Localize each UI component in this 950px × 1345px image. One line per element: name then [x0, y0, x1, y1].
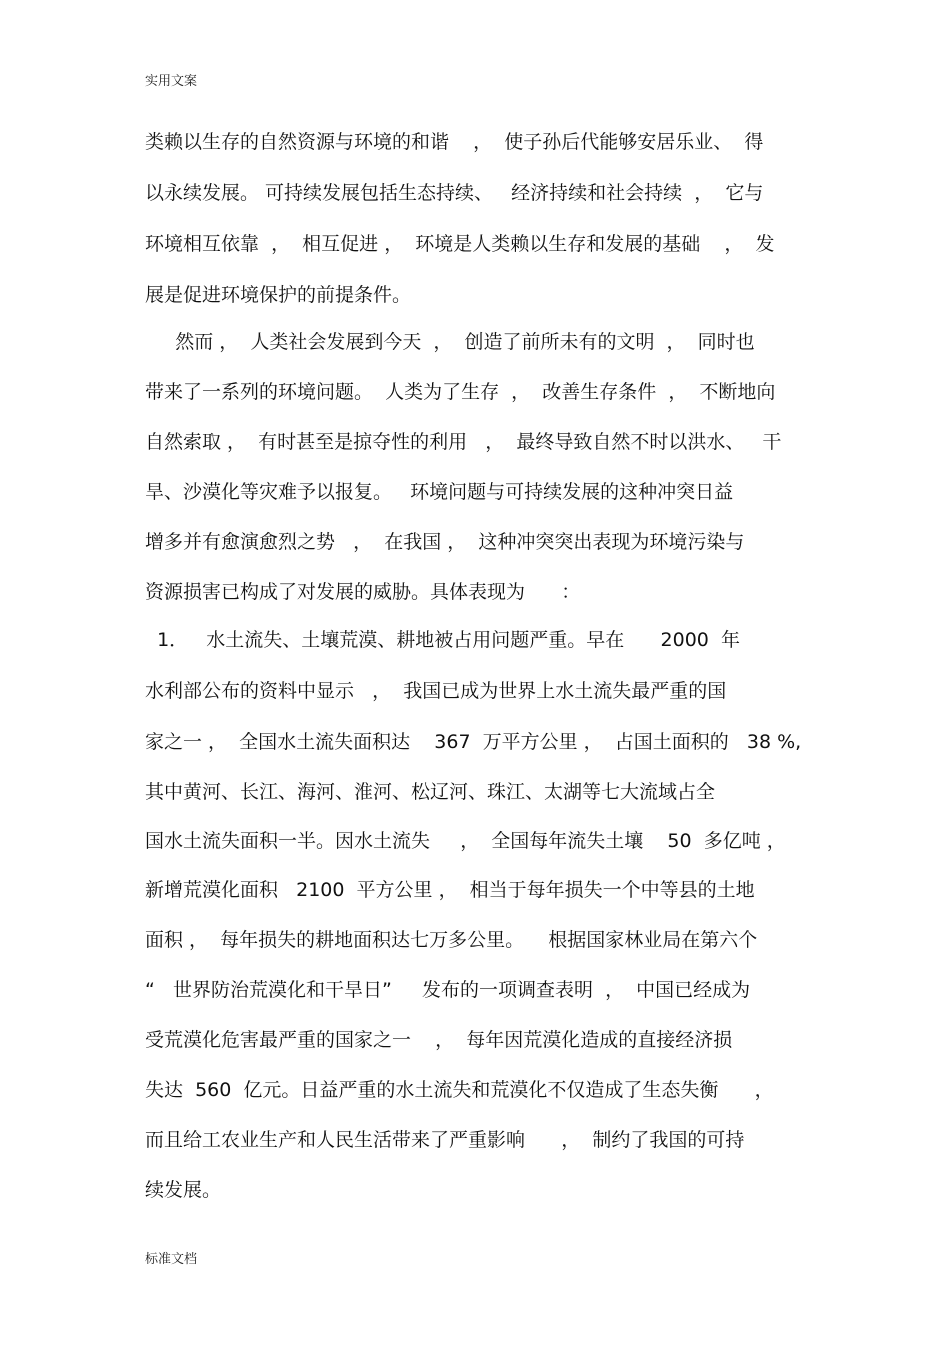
text-line: 带来了一系列的环境问题。 人类为了生存 ， 改善生存条件 ， 不断地向 — [145, 381, 776, 403]
page-header-label: 实用文案 — [145, 74, 198, 89]
text-line: 其中黄河、长江、海河、淮河、松辽河、珠江、太湖等七大流域占全 — [145, 781, 716, 803]
text-line: 然而 ， 人类社会发展到今天 ， 创造了前所未有的文明 ， 同时也 — [145, 331, 755, 353]
text-line: “ 世界防治荒漠化和干旱日” 发布的一项调查表明 ， 中国已经成为 — [145, 979, 751, 1001]
text-line: 水利部公布的资料中显示 ， 我国已成为世界上水土流失最严重的国 — [145, 680, 727, 702]
text-line: 旱、沙漠化等灾难予以报复。 环境问题与可持续发展的这种冲突日益 — [145, 481, 734, 503]
text-line: 失达 560 亿元。日益严重的水土流失和荒漠化不仅造成了生态失衡 ， — [145, 1079, 774, 1101]
text-line: 家之一 ， 全国水土流失面积达 367 万平方公里 ， 占国土面积的 38 %, — [145, 731, 802, 753]
text-line: 以永续发展。 可持续发展包括生态持续、 经济持续和社会持续 ， 它与 — [145, 182, 764, 204]
text-line: 受荒漠化危害最严重的国家之一 ， 每年因荒漠化造成的直接经济损 — [145, 1029, 733, 1051]
text-line: 增多并有愈演愈烈之势 ， 在我国 ， 这种冲突突出表现为环境污染与 — [145, 531, 745, 553]
text-line: 类赖以生存的自然资源与环境的和谐 ， 使子孙后代能够安居乐业、 得 — [145, 131, 764, 153]
text-line: 资源损害已构成了对发展的威胁。具体表现为 ： — [145, 581, 581, 603]
text-line: 自然索取 ， 有时甚至是掠夺性的利用 ， 最终导致自然不时以洪水、 干 — [145, 431, 782, 453]
page-footer-label: 标准文档 — [145, 1252, 198, 1267]
text-line: 国水土流失面积一半。因水土流失 ， 全国每年流失土壤 50 多亿吨 ， — [145, 830, 786, 852]
text-line: 展是促进环境保护的前提条件。 — [145, 284, 412, 306]
text-line: 面积 ， 每年损失的耕地面积达七万多公里。 根据国家林业局在第六个 — [145, 929, 758, 951]
text-line: 而且给工农业生产和人民生活带来了严重影响 ， 制约了我国的可持 — [145, 1129, 745, 1151]
text-line: 环境相互依靠 ， 相互促进 ， 环境是人类赖以生存和发展的基础 ， 发 — [145, 233, 775, 255]
text-line: 续发展。 — [145, 1179, 222, 1201]
text-line: 新增荒漠化面积 2100 平方公里 ， 相当于每年损失一个中等县的土地 — [145, 879, 755, 901]
text-line: 1． 水土流失、土壤荒漠、耕地被占用问题严重。早在 2000 年 — [145, 629, 740, 651]
